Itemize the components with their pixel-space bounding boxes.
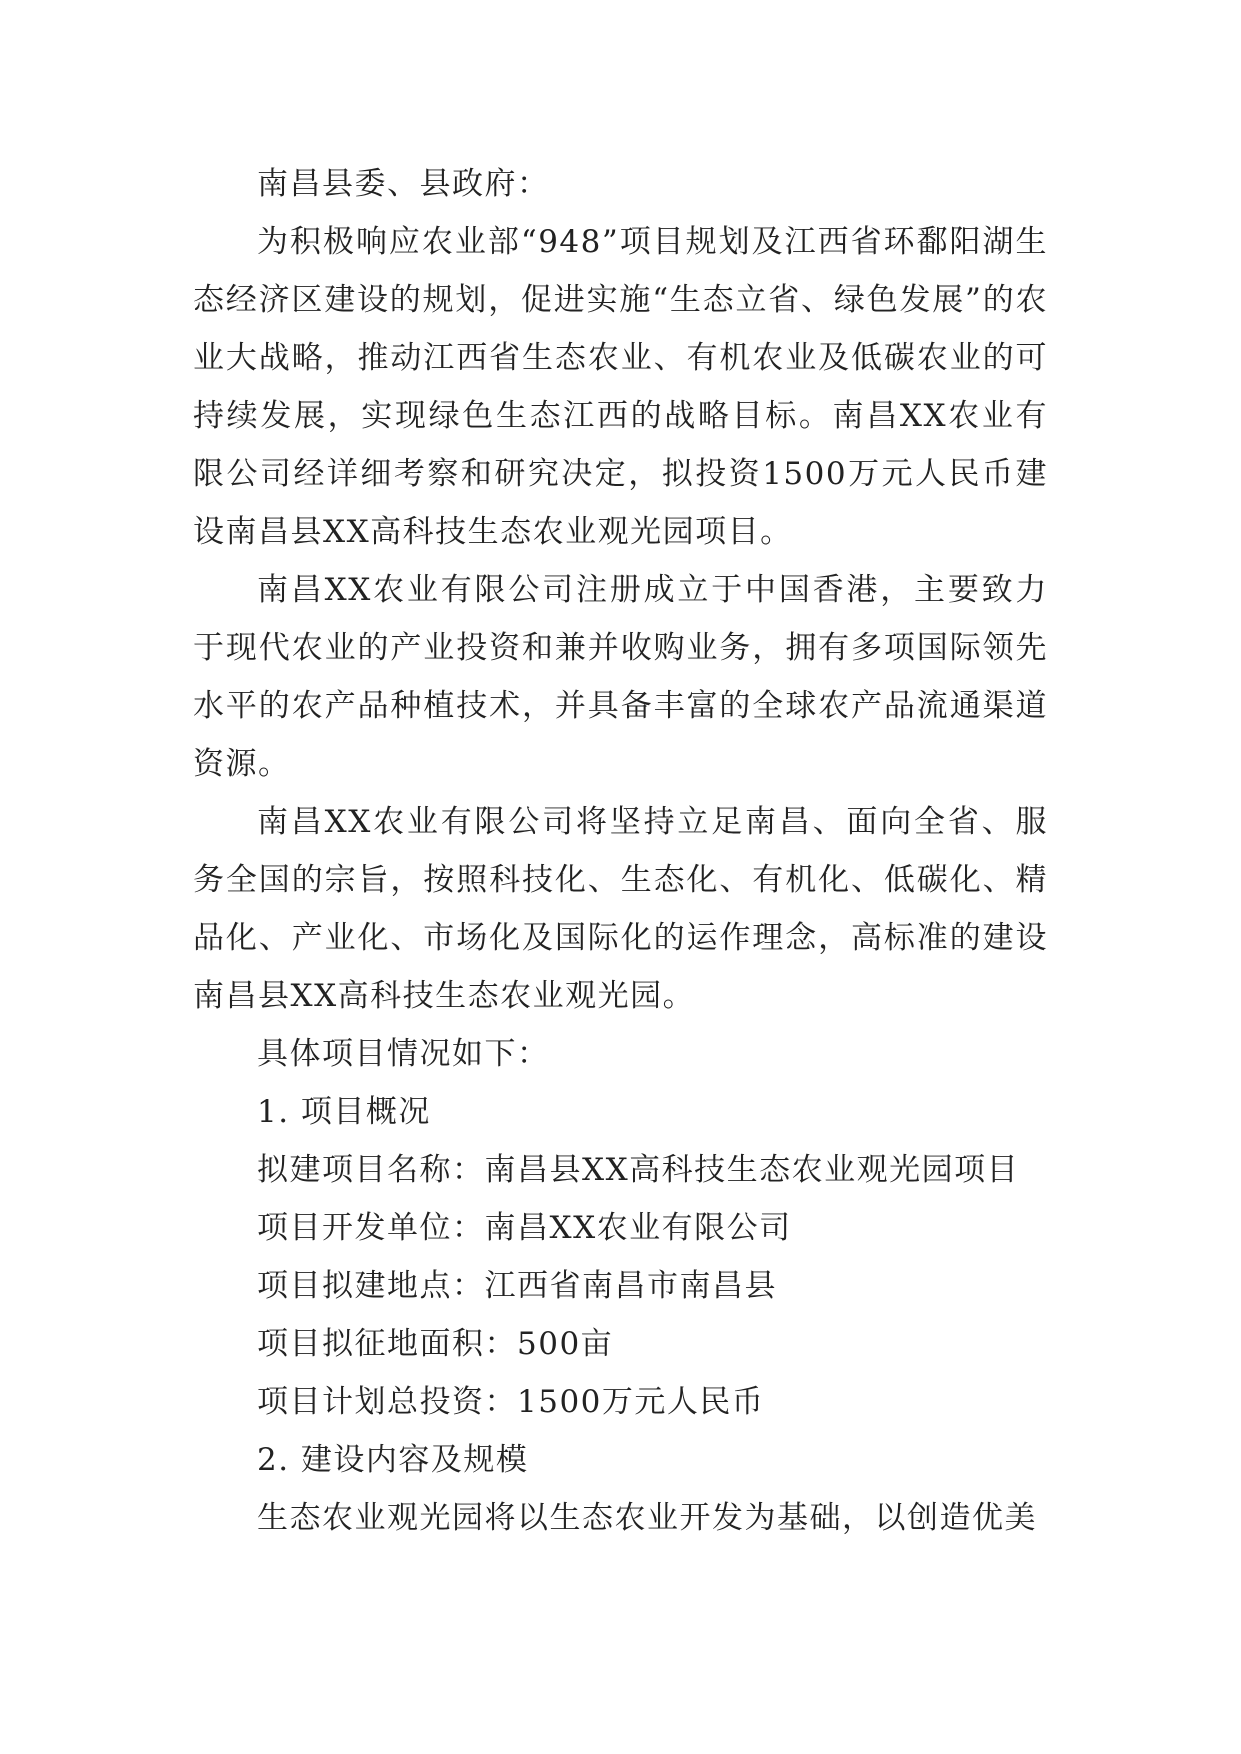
section2-heading: 2. 建设内容及规模 bbox=[257, 1442, 529, 1478]
details-intro: 具体项目情况如下： bbox=[257, 1036, 550, 1072]
developer: 项目开发单位：南昌XX农业有限公司 bbox=[257, 1210, 792, 1246]
mission-paragraph: 南昌XX农业有限公司将坚持立足南昌、面向全省、服务全国的宗旨，按照科技化、生态化、有机化、低碳化、精品化、产业化、市场化及国际化的运作理念，高标准的建设南昌县XX高科技生态农业观光园。 bbox=[193, 804, 1048, 1014]
section1-heading: 1. 项目概况 bbox=[257, 1094, 431, 1130]
section2-text: 生态农业观光园将以生态农业开发为基础，以创造优美 bbox=[257, 1500, 1037, 1536]
total-investment: 项目计划总投资：1500万元人民币 bbox=[257, 1384, 765, 1420]
project-name: 拟建项目名称：南昌县XX高科技生态农业观光园项目 bbox=[257, 1152, 1020, 1188]
land-area: 项目拟征地面积：500亩 bbox=[257, 1326, 614, 1362]
company-paragraph: 南昌XX农业有限公司注册成立于中国香港，主要致力于现代农业的产业投资和兼并收购业务，拥有多项国际领先水平的农产品种植技术，并具备丰富的全球农产品流通渠道资源。 bbox=[193, 572, 1048, 782]
location: 项目拟建地点：江西省南昌市南昌县 bbox=[257, 1268, 777, 1304]
salutation: 南昌县委、县政府： bbox=[257, 166, 550, 202]
document-body bbox=[193, 155, 1048, 1547]
intro-paragraph: 为积极响应农业部“948”项目规划及江西省环鄱阳湖生态经济区建设的规划，促进实施“生态立省、绿色发展”的农业大战略，推动江西省生态农业、有机农业及低碳农业的可持续发展，实现绿色生态江西的战略目标。南昌XX农业有限公司经详细考察和研究决定，拟投资1500万元人民币建设南昌县XX高科技生态农业观光园项目。 bbox=[193, 224, 1048, 550]
